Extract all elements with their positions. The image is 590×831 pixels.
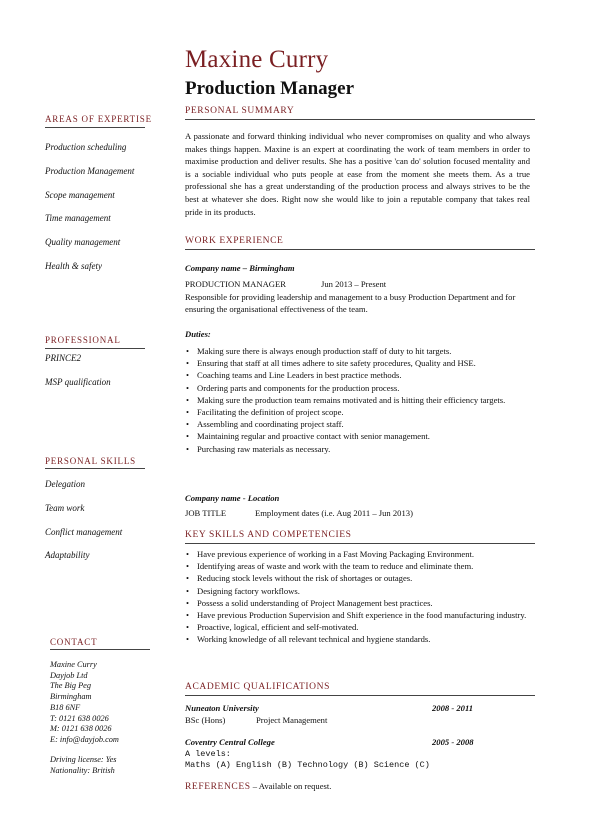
contact-extra	[50, 755, 170, 776]
college-dates: 2005 - 2008	[432, 737, 474, 747]
key-skill-item: • Have previous Production Supervision and Shift experience in the food manufacturing industry.	[185, 609, 530, 621]
key-skill-item: • Proactive, logical, efficient and self-motivated.	[185, 621, 530, 633]
references-text: – Available on request.	[250, 781, 332, 791]
duties-label: Duties:	[185, 329, 211, 339]
key-skills-list	[185, 548, 530, 646]
academic-rule	[185, 695, 535, 696]
job2-role: JOB TITLE	[185, 508, 227, 518]
candidate-name: Maxine Curry	[185, 46, 329, 73]
work-experience-rule	[185, 249, 535, 250]
contact-postcode: B18 6NF	[50, 702, 81, 712]
contact-city: Birmingham	[50, 692, 92, 702]
contact-mobile: M: 0121 638 0026	[50, 724, 112, 734]
references-label: REFERENCES	[185, 782, 251, 792]
contact-address: The Big Peg	[50, 681, 92, 691]
references	[185, 781, 331, 792]
job2-company: Company name - Location	[185, 493, 280, 503]
duty-item: • Making sure there is always enough production staff of duty to hit targets.	[185, 345, 530, 357]
expertise-item: Health & safety	[45, 261, 102, 271]
alevels-label: A levels:	[185, 749, 231, 759]
alevels-grades: Maths (A) English (B) Technology (B) Science (C)	[185, 760, 430, 770]
expertise-item: Production Management	[45, 166, 135, 176]
work-experience-heading: WORK EXPERIENCE	[185, 236, 284, 246]
degree-subject: Project Management	[256, 715, 328, 725]
key-skill-item: • Working knowledge of all relevant technical and hygiene standards.	[185, 633, 530, 645]
duty-item: • Making sure the production team remains motivated and is hitting their efficiency targets.	[185, 394, 530, 406]
contact-telephone: T: 0121 638 0026	[50, 713, 109, 723]
skill-item: Team work	[45, 503, 85, 513]
personal-skills-rule	[45, 468, 145, 469]
expertise-rule	[45, 127, 145, 128]
college-name: Coventry Central College	[185, 737, 275, 747]
university-name: Nuneaton University	[185, 703, 259, 713]
duty-item: • Coaching teams and Line Leaders in best practice methods.	[185, 369, 530, 381]
contact-email[interactable]: E: info@dayjob.com	[50, 734, 119, 744]
expertise-item: Scope management	[45, 190, 115, 200]
key-skill-item: • Identifying areas of waste and work with the team to reduce and eliminate them.	[185, 560, 530, 572]
personal-skills-heading: PERSONAL SKILLS	[45, 456, 136, 466]
professional-heading: PROFESSIONAL	[45, 335, 121, 345]
professional-rule	[45, 348, 145, 349]
contact-block	[50, 660, 170, 746]
professional-item: MSP qualification	[45, 377, 111, 387]
job1-company: Company name – Birmingham	[185, 263, 295, 273]
key-skill-item: • Designing factory workflows.	[185, 585, 530, 597]
nationality: Nationality: British	[50, 765, 115, 775]
contact-company: Dayjob Ltd	[50, 670, 88, 680]
job2-dates: Employment dates (i.e. Aug 2011 – Jun 2013)	[255, 508, 413, 518]
duty-item: • Purchasing raw materials as necessary.	[185, 443, 530, 455]
contact-heading: CONTACT	[50, 637, 98, 647]
duty-item: • Facilitating the definition of project scope.	[185, 406, 530, 418]
duty-item: • Assembling and coordinating project staff.	[185, 418, 530, 430]
professional-item: PRINCE2	[45, 353, 81, 363]
job1-role: PRODUCTION MANAGER	[185, 279, 286, 289]
skill-item: Conflict management	[45, 527, 123, 537]
expertise-item: Quality management	[45, 237, 121, 247]
key-skills-rule	[185, 543, 535, 544]
academic-heading: ACADEMIC QUALIFICATIONS	[185, 682, 330, 692]
summary-rule	[185, 119, 535, 120]
key-skills-heading: KEY SKILLS AND COMPETENCIES	[185, 530, 352, 540]
degree: BSc (Hons)	[185, 715, 226, 725]
job1-dates: Jun 2013 – Present	[321, 279, 387, 289]
key-skill-item: • Have previous experience of working in a Fast Moving Packaging Environment.	[185, 548, 530, 560]
university-dates: 2008 - 2011	[432, 703, 474, 713]
duty-item: • Ordering parts and components for the production process.	[185, 382, 530, 394]
key-skill-item: • Reducing stock levels without the risk of shortages or outages.	[185, 572, 530, 584]
candidate-title: Production Manager	[185, 78, 355, 99]
contact-rule	[50, 649, 150, 650]
skill-item: Delegation	[45, 479, 85, 489]
expertise-item: Production scheduling	[45, 142, 127, 152]
summary-text: A passionate and forward thinking individual who never compromises on quality and who always makes things happen. Maxine is an expert at coordinating the work of team members in order to maximise production and deliver results. She has a positive 'can do' solution focused mentality and is a sociable individual who puts people at ease from the moment she meets them. As a true professional she has a great understanding of the production process and always strives to be the best at whatever she does. Right now she would like to join a reputable company that takes real pride in its products.	[185, 131, 530, 217]
duty-item: • Ensuring that staff at all times adhere to site safety procedures, Quality and HSE.	[185, 357, 530, 369]
job1-description: Responsible for providing leadership and management to a busy Production Department and for ensuring the organisational effectiveness of the team.	[185, 292, 516, 314]
expertise-item: Time management	[45, 213, 111, 223]
summary-heading: PERSONAL SUMMARY	[185, 106, 295, 116]
contact-name: Maxine Curry	[50, 660, 97, 669]
duty-item: • Maintaining regular and proactive contact with senior management.	[185, 430, 530, 442]
key-skill-item: • Possess a solid understanding of Project Management best practices.	[185, 597, 530, 609]
driving-license: Driving license: Yes	[50, 755, 117, 764]
skill-item: Adaptability	[45, 550, 90, 560]
duties-list	[185, 345, 530, 455]
expertise-heading: AREAS OF EXPERTISE	[45, 114, 152, 124]
